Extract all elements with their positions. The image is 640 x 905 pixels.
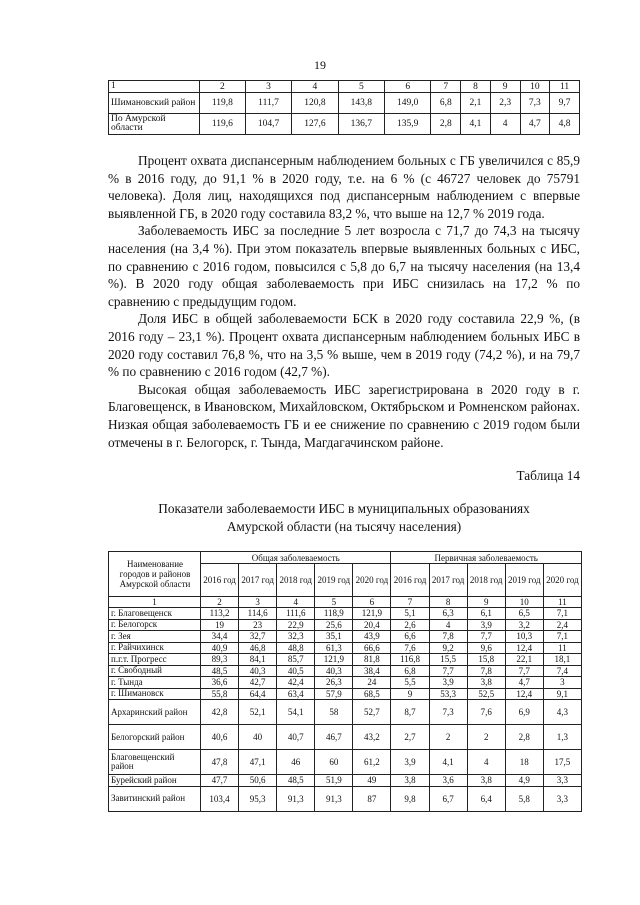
table-cell: 42,4 [277,677,315,689]
table-cell: 3,8 [467,775,505,787]
table-cell: 127,6 [292,114,338,135]
table-cell: 9,6 [467,642,505,654]
table-cell: 103,4 [201,786,239,811]
row-name: г. Райчихинск [109,642,201,654]
row-name: г. Свободный [109,665,201,677]
table-row [109,619,582,631]
column-number: 7 [391,597,429,608]
table-cell: 4,7 [520,114,550,135]
table-cell: 46,8 [239,642,277,654]
table-cell: 36,6 [201,677,239,689]
table-cell: 43,2 [353,725,391,750]
table-row [109,631,582,643]
column-number: 8 [429,597,467,608]
table-cell: 91,3 [277,786,315,811]
table-cell: 53,3 [429,688,467,700]
table-cell: 119,6 [200,114,246,135]
table-cell: 111,7 [245,93,291,114]
table-cell: 9,2 [429,642,467,654]
table-cell: 54,1 [277,700,315,725]
column-number: 6 [385,81,431,93]
table-cell: 22,9 [277,619,315,631]
table-cell: 135,9 [385,114,431,135]
column-number-row [109,81,580,93]
table-cell: 3,8 [391,775,429,787]
column-number: 6 [353,597,391,608]
table-cell: 40,9 [201,642,239,654]
table-cell: 52,5 [467,688,505,700]
table-cell: 7,6 [467,700,505,725]
table-cell: 42,7 [239,677,277,689]
table-cell: 95,3 [239,786,277,811]
year-header: 2020 год [353,564,391,597]
table-cell: 3,2 [505,619,543,631]
table-cell: 85,7 [277,654,315,666]
row-name: По Амурской области [109,114,200,135]
body-text [108,152,580,451]
table-cell: 91,3 [315,786,353,811]
table-cell: 52,7 [353,700,391,725]
table-cell: 4 [429,619,467,631]
table-cell: 18 [505,750,543,775]
table-cell: 6,3 [429,608,467,620]
table-cell: 7,8 [467,665,505,677]
table-cell: 35,1 [315,631,353,643]
ibs-morbidity-table [108,551,582,812]
table-cell: 8,7 [391,700,429,725]
table-cell: 11 [543,642,581,654]
table-cell: 12,4 [505,642,543,654]
table-cell: 48,5 [201,665,239,677]
table-cell: 6,5 [505,608,543,620]
table-cell: 2 [429,725,467,750]
table-cell: 9,1 [543,688,581,700]
continued-table [108,80,580,135]
table-cell: 114,6 [239,608,277,620]
table-cell: 118,9 [315,608,353,620]
year-header: 2017 год [239,564,277,597]
table-cell: 40,5 [277,665,315,677]
table-cell: 22,1 [505,654,543,666]
table-cell: 40,3 [239,665,277,677]
column-number: 9 [467,597,505,608]
table-cell: 38,4 [353,665,391,677]
table-cell: 2,4 [543,619,581,631]
table-cell: 34,4 [201,631,239,643]
column-number: 10 [505,597,543,608]
table-cell: 2,8 [505,725,543,750]
table-cell: 51,9 [315,775,353,787]
table-cell: 48,8 [277,642,315,654]
table-cell: 63,4 [277,688,315,700]
table-cell: 50,6 [239,775,277,787]
column-number: 1 [109,81,200,93]
group-header-general: Общая заболеваемость [201,552,391,564]
table-cell: 84,1 [239,654,277,666]
table-cell: 6,8 [431,93,461,114]
table-row [109,725,582,750]
row-name: Бурейский район [109,775,201,787]
table-cell: 89,3 [201,654,239,666]
table-cell: 49 [353,775,391,787]
table-cell: 7,8 [429,631,467,643]
table-row [109,688,582,700]
table-cell: 19 [201,619,239,631]
table-cell: 3,9 [467,619,505,631]
column-number: 3 [245,81,291,93]
table-cell: 5,8 [505,786,543,811]
table-cell: 12,4 [505,688,543,700]
column-number: 10 [520,81,550,93]
table-cell: 60 [315,750,353,775]
table-cell: 87 [353,786,391,811]
table-cell: 40 [239,725,277,750]
name-column-header: Наименование городов и районов Амурской области [109,552,201,597]
table-title-line: Показатели заболеваемости ИБС в муниципальных образованиях [158,501,530,516]
table-cell: 42,8 [201,700,239,725]
table-cell: 17,5 [543,750,581,775]
table-cell: 48,5 [277,775,315,787]
table-cell: 6,4 [467,786,505,811]
table-row [109,700,582,725]
table-cell: 6,8 [391,665,429,677]
table-cell: 7,3 [520,93,550,114]
table-row [109,677,582,689]
year-header: 2016 год [391,564,429,597]
year-header: 2019 год [505,564,543,597]
table-cell: 113,2 [201,608,239,620]
table-cell: 3,3 [543,786,581,811]
table-cell: 6,7 [429,786,467,811]
table-row [109,93,580,114]
table-cell: 46 [277,750,315,775]
column-number-row [109,597,582,608]
table-cell: 43,9 [353,631,391,643]
year-header: 2016 год [201,564,239,597]
table-cell: 32,3 [277,631,315,643]
table-cell: 116,8 [391,654,429,666]
paragraph: Высокая общая заболеваемость ИБС зарегистрирована в 2020 году в г. Благовещенск, в Ивановском, Михайловском, Октябрьском и Ромненском районах. Низкая общая заболеваемость ГБ и ее снижение по сравнению с 2019 годом были отмечены в г. Белогорск, г. Тында, Магдагачинском районе. [108,381,580,450]
page-number: 19 [314,58,326,72]
table-cell: 58 [315,700,353,725]
table-row [109,665,582,677]
table-cell: 6,1 [467,608,505,620]
year-header: 2020 год [543,564,581,597]
table-cell: 136,7 [338,114,384,135]
table-cell: 2,6 [391,619,429,631]
table-row [109,775,582,787]
table-cell: 120,8 [292,93,338,114]
table-cell: 7,7 [467,631,505,643]
table-cell: 81,8 [353,654,391,666]
row-name: г. Тында [109,677,201,689]
table-cell: 1,3 [543,725,581,750]
row-name: Белогорский район [109,725,201,750]
row-name: г. Благовещенск [109,608,201,620]
table-row [109,608,582,620]
table-cell: 40,3 [315,665,353,677]
column-number: 5 [338,81,384,93]
table-cell: 4,1 [429,750,467,775]
table-cell: 9 [391,688,429,700]
table-cell: 47,1 [239,750,277,775]
year-header: 2017 год [429,564,467,597]
table-row [109,114,580,135]
table-cell: 24 [353,677,391,689]
table-cell: 7,1 [543,608,581,620]
table-cell: 3,8 [467,677,505,689]
table-cell: 47,8 [201,750,239,775]
column-number: 8 [461,81,491,93]
row-name: Архаринский район [109,700,201,725]
column-number: 9 [490,81,520,93]
table-cell: 5,1 [391,608,429,620]
table-cell: 5,5 [391,677,429,689]
row-name: Шимановский район [109,93,200,114]
table-cell: 66,6 [353,642,391,654]
table-row [109,786,582,811]
year-header: 2019 год [315,564,353,597]
table-cell: 10,3 [505,631,543,643]
table-cell: 143,8 [338,93,384,114]
table-cell: 2,1 [461,93,491,114]
table-cell: 119,8 [200,93,246,114]
column-number: 1 [109,597,201,608]
row-name: Завитинский район [109,786,201,811]
year-header: 2018 год [277,564,315,597]
table-cell: 20,4 [353,619,391,631]
table-cell: 15,8 [467,654,505,666]
table-cell: 26,3 [315,677,353,689]
table-row [109,654,582,666]
table-cell: 4 [467,750,505,775]
column-number: 11 [543,597,581,608]
column-number: 3 [239,597,277,608]
table-cell: 3,3 [543,775,581,787]
table-cell: 40,7 [277,725,315,750]
paragraph: Заболеваемость ИБС за последние 5 лет возросла с 71,7 до 74,3 на тысячу населения (на 3,4 %). При этом показатель впервые выявленных больных с ИБС, по сравнению с 2016 годом, повысился с 5,8 до 6,7 на тысячу населения (на 13,4 %). В 2020 году общая заболеваемость при ИБС снизилась на 17,2 % по сравнению с предыдущим годом. [108,223,580,309]
table-cell: 7,4 [543,665,581,677]
table-cell: 4,1 [461,114,491,135]
table-title-line: Амурской области (на тысячу населения) [226,518,462,534]
table-cell: 104,7 [245,114,291,135]
column-number: 4 [277,597,315,608]
table-cell: 3,6 [429,775,467,787]
table-cell: 3,9 [429,677,467,689]
table-title [108,500,580,535]
group-header-primary: Первичная заболеваемость [391,552,582,564]
table-cell: 57,9 [315,688,353,700]
table-cell: 25,6 [315,619,353,631]
table-cell: 7,6 [391,642,429,654]
table-cell: 9,7 [550,93,580,114]
column-number: 5 [315,597,353,608]
table-cell: 3 [543,677,581,689]
table-cell: 61,2 [353,750,391,775]
table-cell: 32,7 [239,631,277,643]
table-cell: 46,7 [315,725,353,750]
table-cell: 40,6 [201,725,239,750]
row-name: г. Зея [109,631,201,643]
row-name: Благовещенский район [109,750,201,775]
year-header: 2018 год [467,564,505,597]
table-cell: 9,8 [391,786,429,811]
table-row [109,642,582,654]
table-cell: 6,9 [505,700,543,725]
column-number: 2 [201,597,239,608]
paragraph: Процент охвата диспансерным наблюдением больных с ГБ увеличился с 85,9 % в 2016 году, до 91,1 % в 2020 году, т.е. на 6 % (с 46727 человек до 75791 человека). Доля лиц, находящихся под диспансерным наблюдением с впервые выявленной ГБ, в 2020 году составила 83,2 %, что выше на 12,7 % 2019 года. [108,153,580,221]
table-cell: 7,7 [429,665,467,677]
column-number: 7 [431,81,461,93]
table-cell: 7,7 [505,665,543,677]
row-name: п.г.т. Прогресс [109,654,201,666]
table-cell: 2,7 [391,725,429,750]
table-cell: 23 [239,619,277,631]
row-name: г. Шимановск [109,688,201,700]
paragraph: Доля ИБС в общей заболеваемости БСК в 2020 году составила 22,9 %, (в 2016 году – 23,1 %). Процент охвата диспансерным наблюдением больных ИБС в 2020 году составил 76,8 %, что на 3,5 % выше, чем в 2019 году (74,2 %), и на 79,7 % по сравнению с 2016 годом (42,7 %). [108,311,580,380]
table-cell: 61,3 [315,642,353,654]
table-cell: 121,9 [353,608,391,620]
table-cell: 4,8 [550,114,580,135]
table-label: Таблица 14 [516,468,580,483]
table-cell: 15,5 [429,654,467,666]
table-cell: 64,4 [239,688,277,700]
table-cell: 7,1 [543,631,581,643]
table-cell: 52,1 [239,700,277,725]
table-cell: 121,9 [315,654,353,666]
table-cell: 4 [490,114,520,135]
table-cell: 149,0 [385,93,431,114]
table-cell: 4,3 [543,700,581,725]
column-number: 11 [550,81,580,93]
table-cell: 2,3 [490,93,520,114]
table-cell: 18,1 [543,654,581,666]
column-number: 2 [200,81,246,93]
table-cell: 2,8 [431,114,461,135]
table-cell: 55,8 [201,688,239,700]
table-cell: 3,9 [391,750,429,775]
table-cell: 111,6 [277,608,315,620]
table-cell: 68,5 [353,688,391,700]
column-number: 4 [292,81,338,93]
table-cell: 2 [467,725,505,750]
table-cell: 4,7 [505,677,543,689]
table-row [109,750,582,775]
table-cell: 6,6 [391,631,429,643]
table-cell: 7,3 [429,700,467,725]
table-cell: 4,9 [505,775,543,787]
table-cell: 47,7 [201,775,239,787]
row-name: г. Белогорск [109,619,201,631]
